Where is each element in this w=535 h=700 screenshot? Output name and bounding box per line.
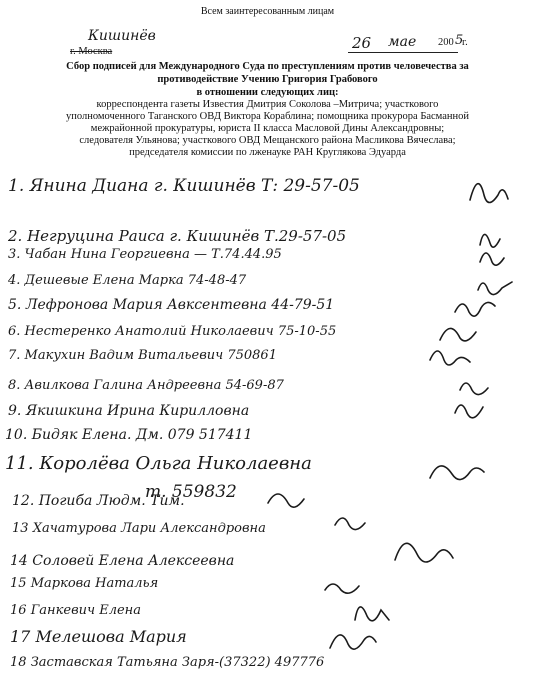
signature-mark-5: [455, 302, 495, 316]
entry-number: 2.: [8, 227, 23, 245]
entry-number: 3.: [8, 247, 21, 262]
entry-number: 5.: [8, 297, 22, 313]
entry-number: 15: [10, 576, 27, 591]
date-year-prefix: 200: [438, 37, 454, 48]
signature-entry-1: [8, 176, 360, 196]
signature-entry-12: [12, 493, 185, 509]
entry-number: 13: [12, 521, 29, 536]
entry-text: Чабан Нина Георгиевна — Т.74.44.95: [24, 247, 282, 262]
date-year-handwritten: 5: [455, 33, 464, 48]
signature-entry-9: [8, 403, 249, 419]
date-underline: [348, 52, 458, 53]
signature-mark-2: [480, 234, 500, 247]
title-line-3: в отношении следующих лиц:: [196, 87, 339, 98]
signature-entry-8: [8, 378, 284, 393]
city-printed: г. Москва: [70, 46, 113, 57]
signature-entry-15: [10, 576, 158, 591]
signature-entry-7: [8, 348, 277, 363]
persons-line-4: следователя Ульянова; участкового ОВД Мещанского района Масликова Вячеслава;: [79, 135, 456, 146]
signature-mark-7: [430, 351, 470, 365]
entry-text: Хачатурова Лари Александровна: [32, 521, 266, 536]
signature-entry-17: [10, 627, 187, 646]
signature-entry-18: [10, 655, 324, 670]
addressee: Всем заинтересованным лицам: [200, 6, 335, 17]
title-line-1: Сбор подписей для Международного Суда по преступлениям против человечества за: [66, 61, 469, 72]
signature-mark-8: [460, 383, 488, 395]
signature-entry-4: [8, 273, 246, 288]
signature-mark-1: [470, 184, 508, 203]
entry-number: 16: [10, 603, 27, 618]
entry-number: 1.: [8, 176, 25, 196]
entry-text: Ганкевич Елена: [30, 603, 141, 618]
entry-text: Заставская Татьяна Заря-(37322) 497776: [30, 655, 325, 670]
signature-mark-14: [395, 543, 453, 562]
persons-line-5: председателя комиссии по лженауке РАН Круглякова Эдуарда: [129, 147, 406, 158]
signature-entry-13: [12, 521, 266, 536]
signature-entry-14: [10, 553, 234, 569]
entry-number: 12.: [12, 493, 35, 509]
signature-entry-2: [8, 227, 346, 245]
signature-mark-6: [440, 328, 476, 340]
entry-number: 14: [10, 553, 28, 569]
signature-mark-4: [478, 282, 512, 295]
signature-mark-17: [330, 635, 376, 649]
signature-entry-11: [5, 453, 312, 474]
entry-number: 8.: [8, 378, 21, 393]
entry-text: Мелешова Мария: [35, 627, 187, 646]
persons-line-3: межрайонной прокуратуры, юриста II класса Масловой Дины Александровны;: [90, 123, 445, 134]
signature-entry-5: [8, 297, 334, 313]
entry-text: Королёва Ольга Николаевна: [39, 453, 312, 474]
date-day: 26: [352, 34, 372, 52]
signature-entry-3: [8, 247, 282, 262]
entry-text: Негруцина Раиса г. Кишинёв Т.29-57-05: [27, 227, 347, 245]
title-line-2: противодействие Учению Григория Грабового: [157, 74, 378, 85]
entry-text: Маркова Наталья: [30, 576, 159, 591]
signature-entry-6: [8, 324, 336, 339]
entry-text: Янина Диана г. Кишинёв Т: 29-57-05: [29, 176, 360, 196]
entry-text: Авилкова Галина Андреевна 54-69-87: [24, 378, 284, 393]
date-suffix: г.: [462, 37, 468, 48]
signature-mark-15: [325, 584, 359, 593]
entry-text: Якишкина Ирина Кирилловна: [25, 403, 250, 419]
entry-number: 10.: [5, 427, 28, 443]
signature-entry-10: [5, 427, 252, 443]
entry-text: Бидяк Елена. Дм. 079 517411: [31, 427, 253, 443]
persons-line-1: корреспондента газеты Известия Дмитрия Соколова –Митрича; участкового: [96, 99, 439, 110]
entry-number: 18: [10, 655, 27, 670]
entry-text: Соловей Елена Алексеевна: [32, 553, 235, 569]
signature-mark-9: [455, 405, 483, 418]
city-handwritten: Кишинёв: [88, 28, 156, 44]
persons-line-2: уполномоченного Таганского ОВД Виктора Кораблина; помощника прокурора Басманной: [65, 111, 470, 122]
signature-mark-3: [480, 253, 504, 265]
entry-text: Нестеренко Анатолий Николаевич 75-10-55: [24, 324, 337, 339]
signature-mark-16: [355, 607, 389, 621]
signature-mark-11: [430, 466, 484, 480]
signature-mark-13: [335, 518, 365, 530]
date-month: мае: [388, 34, 417, 50]
entry-number: 11.: [5, 453, 34, 474]
entry-text: Макухин Вадим Витальевич 750861: [24, 348, 277, 363]
entry-text: Дешевые Елена Марка 74-48-47: [24, 273, 247, 288]
entry-number: 6.: [8, 324, 21, 339]
entry-text: Погиба Людм. Тим.: [38, 493, 185, 509]
entry-number: 7.: [8, 348, 21, 363]
entry-number: 17: [10, 627, 31, 646]
signature-entry-16: [10, 603, 141, 618]
signature-mark-12: [268, 494, 304, 507]
entry-number: 4.: [8, 273, 21, 288]
entry-number: 9.: [8, 403, 22, 419]
entry-text: Лефронова Мария Авксентевна 44-79-51: [25, 297, 335, 313]
entry-text: т. 559832: [145, 482, 237, 502]
